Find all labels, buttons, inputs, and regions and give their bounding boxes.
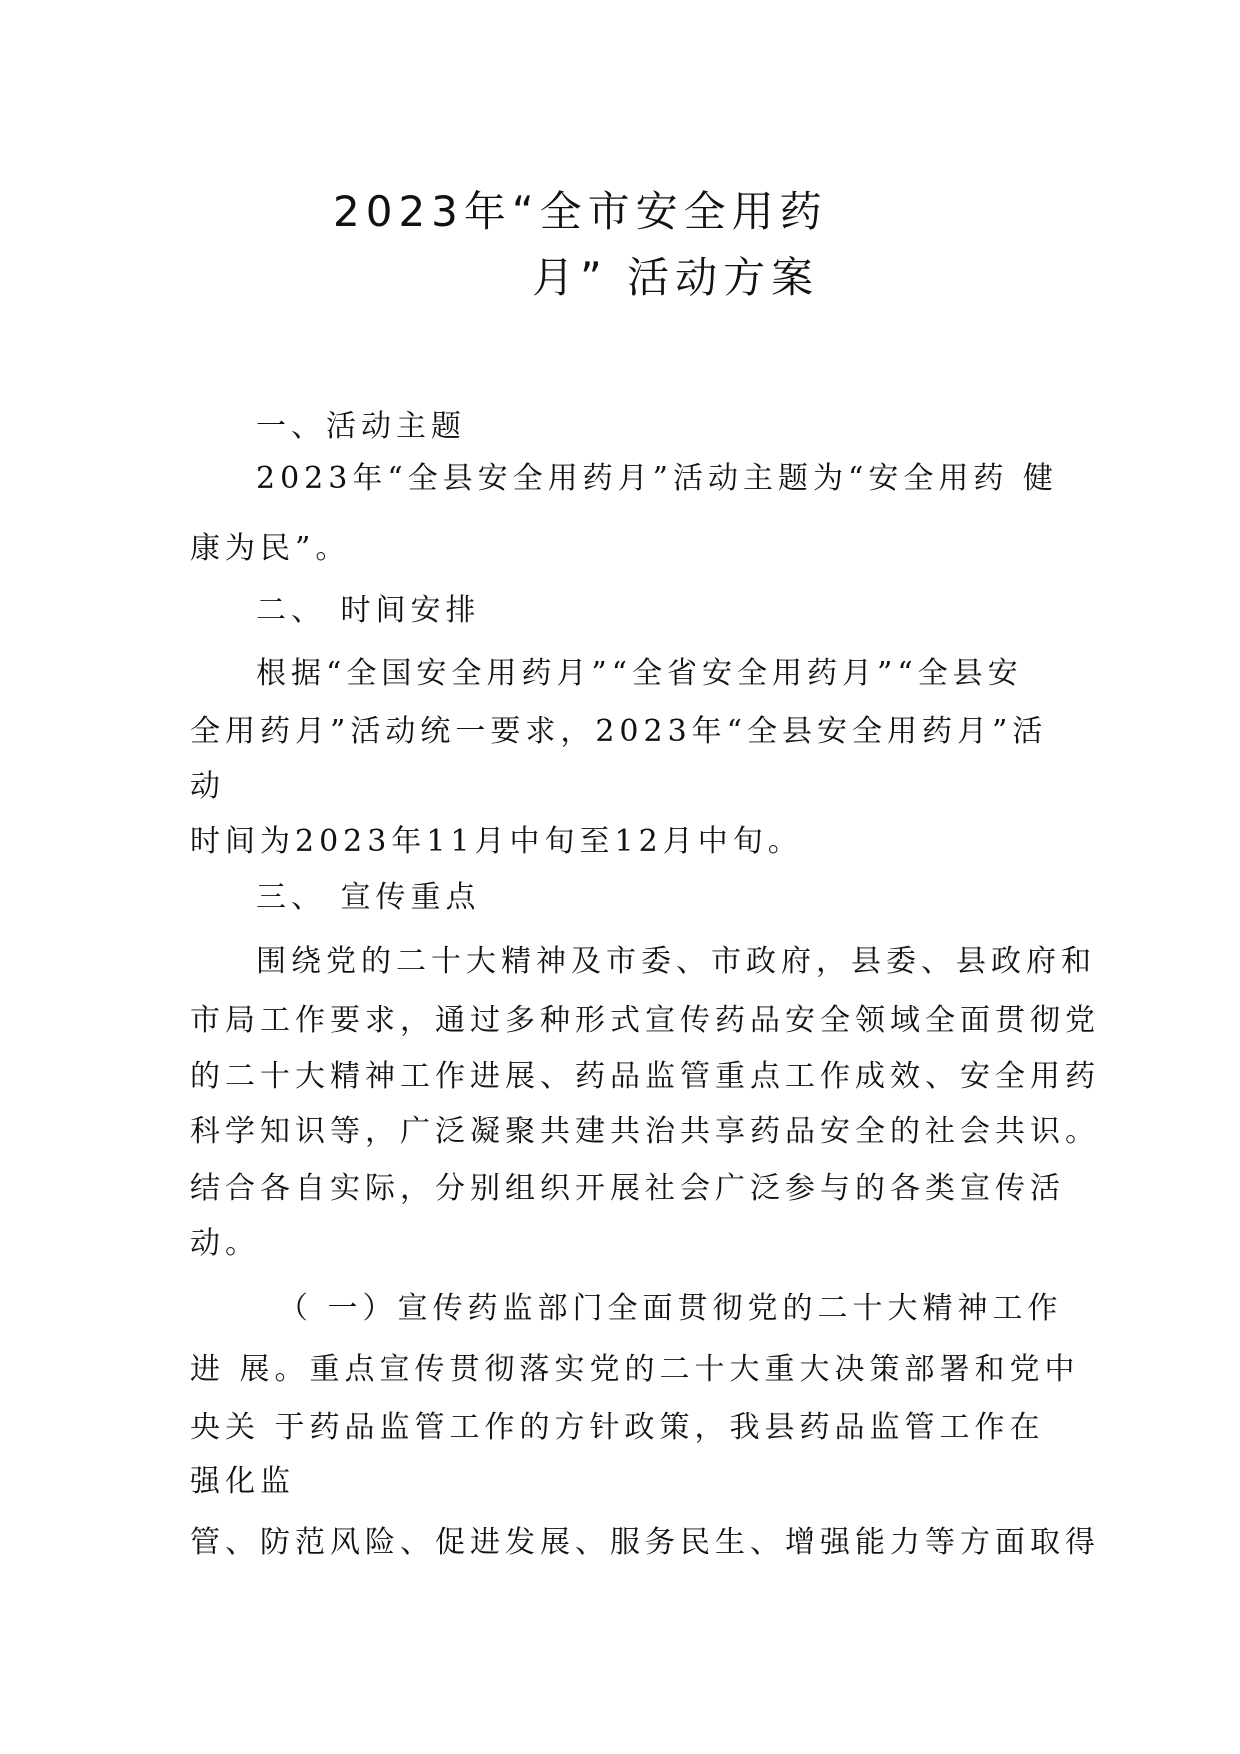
- paragraph-line: 市局工作要求，通过多种形式宣传药品安全领域全面贯彻党: [190, 1003, 1100, 1038]
- paragraph-line: 围绕党的二十大精神及市委、市政府，县委、县政府和: [256, 944, 1096, 979]
- paragraph-line: 动: [190, 769, 225, 804]
- paragraph-line: 管、防范风险、促进发展、服务民生、增强能力等方面取得: [190, 1525, 1100, 1560]
- paragraph-line: 央关 于药品监管工作的方针政策，我县药品监管工作在: [190, 1410, 1045, 1445]
- section-heading-schedule: 二、 时间安排: [256, 593, 481, 628]
- section-heading-theme: 一、活动主题: [256, 409, 466, 444]
- paragraph-line: 进 展。重点宣传贯彻落实党的二十大重大决策部署和党中: [190, 1352, 1080, 1387]
- document-title-line-2: 月” 活动方案: [532, 253, 820, 302]
- paragraph-line: 结合各自实际，分别组织开展社会广泛参与的各类宣传活: [190, 1171, 1065, 1206]
- paragraph-line: 时间为2023年11月中旬至12月中旬。: [190, 824, 803, 859]
- paragraph-line: 根据“全国安全用药月”“全省安全用药月”“全县安: [256, 656, 1023, 691]
- paragraph-line: 强化监: [190, 1464, 295, 1499]
- paragraph-line: 全用药月”活动统一要求，2023年“全县安全用药月”活: [190, 714, 1048, 749]
- paragraph-line: 2023年“全县安全用药月”活动主题为“安全用药 健: [256, 461, 1058, 496]
- paragraph-line: 的二十大精神工作进展、药品监管重点工作成效、安全用药: [190, 1059, 1100, 1094]
- paragraph-line: 康为民”。: [190, 531, 351, 566]
- document-title-line-1: 2023年“全市安全用药: [333, 187, 828, 236]
- subsection-heading-progress: （ 一）宣传药监部门全面贯彻党的二十大精神工作: [278, 1291, 1063, 1326]
- section-heading-publicity: 三、 宣传重点: [256, 880, 481, 915]
- paragraph-line: 科学知识等，广泛凝聚共建共治共享药品安全的社会共识。: [190, 1114, 1100, 1149]
- paragraph-line: 动。: [190, 1226, 260, 1261]
